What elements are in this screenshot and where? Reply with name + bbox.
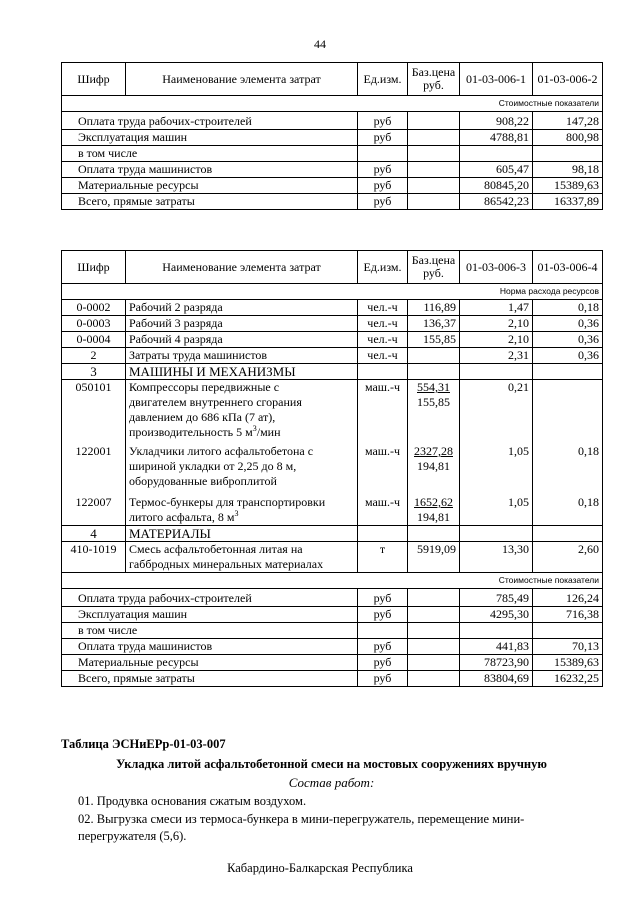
- header-col2: 01-03-006-4: [533, 251, 603, 284]
- summary-row: в том числе: [62, 146, 603, 162]
- table-title: Укладка литой асфальтобетонной смеси на мостовых сооружениях вручную: [116, 757, 547, 771]
- table-row: 0-0004 Рабочий 4 разряда чел.-ч 155,85 2,10 0,36: [62, 332, 603, 348]
- section-label: Стоимостные показатели: [62, 96, 603, 112]
- section-label-norm: Норма расхода ресурсов: [62, 284, 603, 300]
- summary-row: Эксплуатация машин руб 4788,81 800,98: [62, 130, 603, 146]
- summary-row: Всего, прямые затраты руб 86542,23 16337,89: [62, 194, 603, 210]
- material-row: 410-1019 Смесь асфальтобетонная литая на габбродных минеральных материалах т 5919,09 13,30 2,60: [62, 542, 603, 573]
- table-row: 2 Затраты труда машинистов чел.-ч 2,31 0,36: [62, 348, 603, 364]
- header-col2: 01-03-006-2: [533, 63, 603, 96]
- section-label-cost: Стоимостные показатели: [62, 573, 603, 589]
- summary-row: Материальные ресурсы руб 80845,20 15389,63: [62, 178, 603, 194]
- table-row: 0-0002 Рабочий 2 разряда чел.-ч 116,89 1,47 0,18: [62, 300, 603, 316]
- header-price: Баз.цена руб.: [408, 63, 460, 96]
- machines-section: 3 МАШИНЫ И МЕХАНИЗМЫ: [62, 364, 603, 380]
- header-unit: Ед.изм.: [358, 251, 408, 284]
- page-number: 44: [314, 37, 326, 51]
- header-price: Баз.цена руб.: [408, 251, 460, 284]
- header-name: Наименование элемента затрат: [126, 63, 358, 96]
- operation-2: 02. Выгрузка смеси из термоса-бункера в мини-перегружатель, перемещение мини-перегружателя (5,6).: [78, 812, 525, 843]
- summary-row: Всего, прямые затраты руб 83804,69 16232,25: [62, 671, 603, 687]
- footer-region: Кабардино-Балкарская Республика: [227, 861, 413, 875]
- table-row: 0-0003 Рабочий 3 разряда чел.-ч 136,37 2,10 0,36: [62, 316, 603, 332]
- machine-row: 122007 Термос-бункеры для транспортировки литого асфальта, 8 $м^3$ маш.-ч 1652,62 194,81 1,05 0,18: [62, 495, 603, 526]
- machine-row: 050101 Компрессоры передвижные с двигателем внутреннего сгорания давлением до 686 кПа (7 ат), производительность 5 $м^3$/мин маш.-ч 554,31 155,85 0,21: [62, 380, 603, 445]
- table-id: Таблица ЭСНиЕРр-01-03-007: [61, 737, 226, 751]
- summary-row: Оплата труда рабочих-строителей руб 785,49 126,24: [62, 589, 603, 607]
- machine-row: 122001 Укладчики литого асфальтобетона с шириной укладки от 2,25 до 8 м, оборудованные виброплитой маш.-ч 2327,28 194,81 1,05 0,18: [62, 444, 603, 495]
- cost-table-2: [61, 250, 603, 687]
- summary-row: в том числе: [62, 623, 603, 639]
- operation-1: 01. Продувка основания сжатым воздухом.: [78, 794, 307, 808]
- header-col1: 01-03-006-3: [460, 251, 533, 284]
- summary-row: Оплата труда рабочих-строителей руб 908,22 147,28: [62, 112, 603, 130]
- summary-row: Оплата труда машинистов руб 605,47 98,18: [62, 162, 603, 178]
- header-code: Шифр: [62, 63, 126, 96]
- header-code: Шифр: [62, 251, 126, 284]
- header-unit: Ед.изм.: [358, 63, 408, 96]
- header-col1: 01-03-006-1: [460, 63, 533, 96]
- header-name: Наименование элемента затрат: [126, 251, 358, 284]
- summary-row: Материальные ресурсы руб 78723,90 15389,63: [62, 655, 603, 671]
- summary-row: Оплата труда машинистов руб 441,83 70,13: [62, 639, 603, 655]
- summary-row: Эксплуатация машин руб 4295,30 716,38: [62, 607, 603, 623]
- materials-section: 4 МАТЕРИАЛЫ: [62, 526, 603, 542]
- cost-table-1: [61, 62, 603, 210]
- table-subtitle: Состав работ:: [288, 775, 375, 790]
